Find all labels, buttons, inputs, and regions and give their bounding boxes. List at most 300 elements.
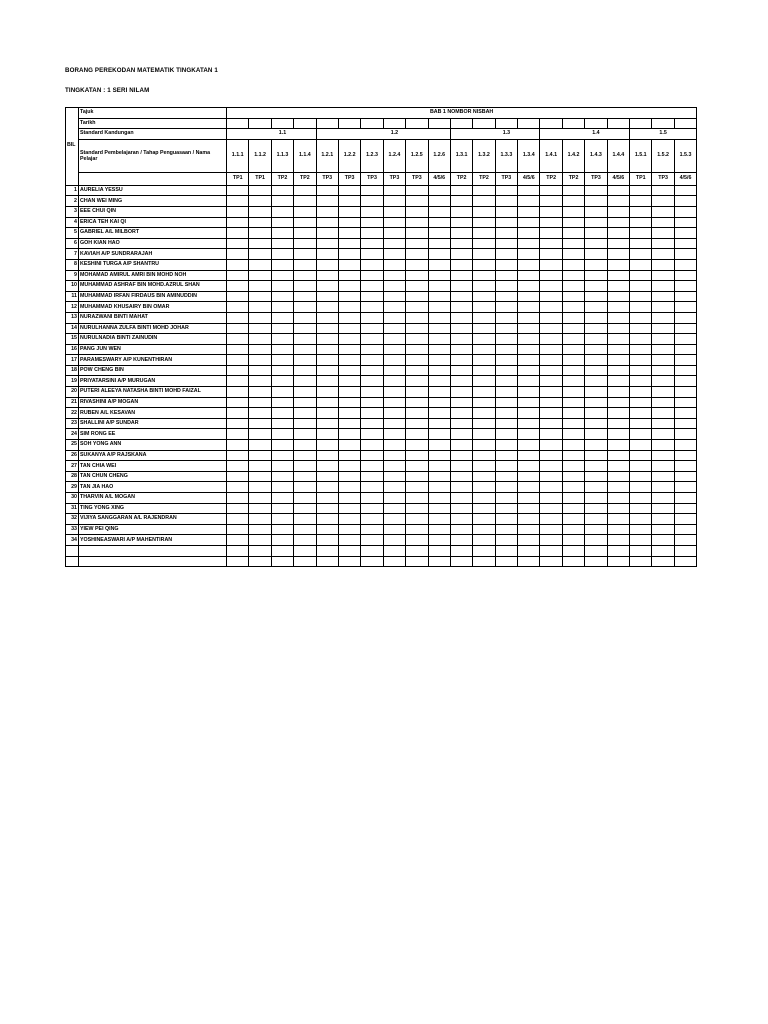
score-cell[interactable] — [338, 471, 360, 482]
score-cell[interactable] — [450, 281, 472, 292]
score-cell[interactable] — [383, 365, 405, 376]
score-cell[interactable] — [585, 228, 607, 239]
score-cell[interactable] — [518, 270, 540, 281]
score-cell[interactable] — [406, 429, 428, 440]
score-cell[interactable] — [652, 312, 674, 323]
score-cell[interactable] — [607, 228, 629, 239]
score-cell[interactable] — [540, 312, 562, 323]
score-cell[interactable] — [406, 259, 428, 270]
score-cell[interactable] — [630, 365, 652, 376]
score-cell[interactable] — [227, 493, 249, 504]
score-cell[interactable] — [495, 365, 517, 376]
score-cell[interactable] — [652, 482, 674, 493]
score-cell[interactable] — [249, 206, 271, 217]
score-cell[interactable] — [562, 249, 584, 260]
score-cell[interactable] — [338, 493, 360, 504]
score-cell[interactable] — [674, 217, 696, 228]
score-cell[interactable] — [338, 365, 360, 376]
score-cell[interactable] — [406, 365, 428, 376]
score-cell[interactable] — [249, 196, 271, 207]
score-cell[interactable] — [562, 418, 584, 429]
score-cell[interactable] — [495, 461, 517, 472]
score-cell[interactable] — [450, 196, 472, 207]
score-cell[interactable] — [473, 270, 495, 281]
score-cell[interactable] — [271, 535, 293, 546]
score-cell[interactable] — [428, 312, 450, 323]
score-cell[interactable] — [227, 270, 249, 281]
score-cell[interactable] — [630, 471, 652, 482]
score-cell[interactable] — [473, 376, 495, 387]
score-cell[interactable] — [562, 344, 584, 355]
score-cell[interactable] — [428, 259, 450, 270]
score-cell[interactable] — [607, 503, 629, 514]
score-cell[interactable] — [383, 238, 405, 249]
score-cell[interactable] — [518, 535, 540, 546]
blank-cell[interactable] — [249, 545, 271, 556]
score-cell[interactable] — [249, 461, 271, 472]
score-cell[interactable] — [495, 249, 517, 260]
blank-cell[interactable] — [562, 556, 584, 567]
score-cell[interactable] — [607, 376, 629, 387]
score-cell[interactable] — [294, 503, 316, 514]
score-cell[interactable] — [383, 482, 405, 493]
score-cell[interactable] — [540, 281, 562, 292]
score-cell[interactable] — [473, 450, 495, 461]
score-cell[interactable] — [518, 493, 540, 504]
score-cell[interactable] — [562, 259, 584, 270]
score-cell[interactable] — [652, 471, 674, 482]
score-cell[interactable] — [383, 196, 405, 207]
score-cell[interactable] — [361, 376, 383, 387]
score-cell[interactable] — [607, 238, 629, 249]
score-cell[interactable] — [630, 344, 652, 355]
score-cell[interactable] — [607, 185, 629, 196]
score-cell[interactable] — [361, 493, 383, 504]
score-cell[interactable] — [361, 450, 383, 461]
score-cell[interactable] — [585, 302, 607, 313]
score-cell[interactable] — [607, 365, 629, 376]
score-cell[interactable] — [562, 312, 584, 323]
score-cell[interactable] — [361, 228, 383, 239]
score-cell[interactable] — [294, 302, 316, 313]
score-cell[interactable] — [473, 471, 495, 482]
score-cell[interactable] — [383, 270, 405, 281]
score-cell[interactable] — [562, 291, 584, 302]
score-cell[interactable] — [562, 376, 584, 387]
score-cell[interactable] — [585, 408, 607, 419]
blank-cell[interactable] — [383, 545, 405, 556]
score-cell[interactable] — [450, 291, 472, 302]
score-cell[interactable] — [562, 493, 584, 504]
score-cell[interactable] — [518, 249, 540, 260]
score-cell[interactable] — [361, 196, 383, 207]
score-cell[interactable] — [585, 482, 607, 493]
score-cell[interactable] — [249, 535, 271, 546]
score-cell[interactable] — [585, 217, 607, 228]
score-cell[interactable] — [562, 196, 584, 207]
score-cell[interactable] — [227, 206, 249, 217]
score-cell[interactable] — [585, 206, 607, 217]
score-cell[interactable] — [585, 418, 607, 429]
score-cell[interactable] — [450, 387, 472, 398]
score-cell[interactable] — [249, 408, 271, 419]
score-cell[interactable] — [562, 217, 584, 228]
score-cell[interactable] — [383, 228, 405, 239]
score-cell[interactable] — [585, 429, 607, 440]
score-cell[interactable] — [428, 334, 450, 345]
score-cell[interactable] — [518, 259, 540, 270]
score-cell[interactable] — [495, 228, 517, 239]
score-cell[interactable] — [495, 238, 517, 249]
score-cell[interactable] — [674, 270, 696, 281]
score-cell[interactable] — [630, 217, 652, 228]
score-cell[interactable] — [540, 228, 562, 239]
blank-cell[interactable] — [361, 556, 383, 567]
score-cell[interactable] — [406, 206, 428, 217]
score-cell[interactable] — [495, 387, 517, 398]
score-cell[interactable] — [383, 323, 405, 334]
score-cell[interactable] — [540, 365, 562, 376]
score-cell[interactable] — [428, 429, 450, 440]
score-cell[interactable] — [450, 397, 472, 408]
score-cell[interactable] — [249, 429, 271, 440]
score-cell[interactable] — [674, 461, 696, 472]
score-cell[interactable] — [540, 418, 562, 429]
score-cell[interactable] — [518, 312, 540, 323]
score-cell[interactable] — [227, 535, 249, 546]
score-cell[interactable] — [674, 429, 696, 440]
score-cell[interactable] — [540, 440, 562, 451]
score-cell[interactable] — [361, 302, 383, 313]
score-cell[interactable] — [450, 334, 472, 345]
score-cell[interactable] — [406, 302, 428, 313]
score-cell[interactable] — [450, 259, 472, 270]
score-cell[interactable] — [294, 397, 316, 408]
score-cell[interactable] — [674, 471, 696, 482]
score-cell[interactable] — [674, 344, 696, 355]
score-cell[interactable] — [652, 355, 674, 366]
score-cell[interactable] — [674, 482, 696, 493]
score-cell[interactable] — [495, 270, 517, 281]
score-cell[interactable] — [338, 503, 360, 514]
score-cell[interactable] — [540, 535, 562, 546]
score-cell[interactable] — [249, 493, 271, 504]
blank-cell[interactable] — [271, 556, 293, 567]
score-cell[interactable] — [271, 312, 293, 323]
score-cell[interactable] — [562, 408, 584, 419]
score-cell[interactable] — [249, 228, 271, 239]
score-cell[interactable] — [495, 376, 517, 387]
score-cell[interactable] — [428, 206, 450, 217]
score-cell[interactable] — [361, 482, 383, 493]
score-cell[interactable] — [518, 503, 540, 514]
score-cell[interactable] — [518, 206, 540, 217]
score-cell[interactable] — [428, 493, 450, 504]
score-cell[interactable] — [316, 493, 338, 504]
score-cell[interactable] — [338, 482, 360, 493]
score-cell[interactable] — [518, 334, 540, 345]
score-cell[interactable] — [406, 450, 428, 461]
score-cell[interactable] — [495, 281, 517, 292]
score-cell[interactable] — [652, 270, 674, 281]
score-cell[interactable] — [585, 323, 607, 334]
score-cell[interactable] — [518, 238, 540, 249]
score-cell[interactable] — [249, 259, 271, 270]
score-cell[interactable] — [585, 461, 607, 472]
score-cell[interactable] — [227, 323, 249, 334]
score-cell[interactable] — [540, 249, 562, 260]
score-cell[interactable] — [227, 217, 249, 228]
score-cell[interactable] — [271, 387, 293, 398]
score-cell[interactable] — [383, 535, 405, 546]
score-cell[interactable] — [361, 334, 383, 345]
score-cell[interactable] — [607, 524, 629, 535]
score-cell[interactable] — [495, 535, 517, 546]
score-cell[interactable] — [518, 440, 540, 451]
score-cell[interactable] — [674, 259, 696, 270]
score-cell[interactable] — [294, 249, 316, 260]
score-cell[interactable] — [607, 206, 629, 217]
score-cell[interactable] — [316, 503, 338, 514]
score-cell[interactable] — [450, 461, 472, 472]
score-cell[interactable] — [316, 196, 338, 207]
score-cell[interactable] — [271, 228, 293, 239]
score-cell[interactable] — [473, 387, 495, 398]
score-cell[interactable] — [562, 514, 584, 525]
score-cell[interactable] — [495, 217, 517, 228]
score-cell[interactable] — [652, 387, 674, 398]
score-cell[interactable] — [271, 514, 293, 525]
score-cell[interactable] — [585, 291, 607, 302]
score-cell[interactable] — [294, 312, 316, 323]
score-cell[interactable] — [674, 185, 696, 196]
score-cell[interactable] — [406, 334, 428, 345]
score-cell[interactable] — [316, 365, 338, 376]
score-cell[interactable] — [674, 334, 696, 345]
score-cell[interactable] — [562, 355, 584, 366]
score-cell[interactable] — [316, 429, 338, 440]
blank-cell[interactable] — [79, 545, 227, 556]
score-cell[interactable] — [630, 461, 652, 472]
score-cell[interactable] — [607, 482, 629, 493]
score-cell[interactable] — [585, 365, 607, 376]
score-cell[interactable] — [316, 312, 338, 323]
score-cell[interactable] — [294, 334, 316, 345]
score-cell[interactable] — [361, 217, 383, 228]
score-cell[interactable] — [585, 524, 607, 535]
score-cell[interactable] — [271, 185, 293, 196]
blank-cell[interactable] — [249, 556, 271, 567]
blank-cell[interactable] — [406, 556, 428, 567]
score-cell[interactable] — [361, 471, 383, 482]
score-cell[interactable] — [674, 291, 696, 302]
score-cell[interactable] — [227, 302, 249, 313]
score-cell[interactable] — [652, 302, 674, 313]
score-cell[interactable] — [630, 493, 652, 504]
score-cell[interactable] — [249, 397, 271, 408]
score-cell[interactable] — [540, 355, 562, 366]
score-cell[interactable] — [316, 281, 338, 292]
score-cell[interactable] — [383, 249, 405, 260]
score-cell[interactable] — [338, 535, 360, 546]
score-cell[interactable] — [271, 429, 293, 440]
score-cell[interactable] — [652, 376, 674, 387]
score-cell[interactable] — [294, 450, 316, 461]
score-cell[interactable] — [361, 206, 383, 217]
blank-cell[interactable] — [271, 545, 293, 556]
score-cell[interactable] — [630, 535, 652, 546]
score-cell[interactable] — [361, 355, 383, 366]
score-cell[interactable] — [450, 323, 472, 334]
score-cell[interactable] — [674, 206, 696, 217]
score-cell[interactable] — [562, 524, 584, 535]
score-cell[interactable] — [428, 482, 450, 493]
score-cell[interactable] — [271, 365, 293, 376]
score-cell[interactable] — [495, 355, 517, 366]
score-cell[interactable] — [316, 535, 338, 546]
blank-cell[interactable] — [630, 556, 652, 567]
score-cell[interactable] — [518, 281, 540, 292]
blank-cell[interactable] — [338, 545, 360, 556]
score-cell[interactable] — [518, 196, 540, 207]
score-cell[interactable] — [518, 344, 540, 355]
score-cell[interactable] — [518, 429, 540, 440]
score-cell[interactable] — [450, 355, 472, 366]
score-cell[interactable] — [674, 440, 696, 451]
score-cell[interactable] — [607, 323, 629, 334]
score-cell[interactable] — [294, 355, 316, 366]
score-cell[interactable] — [316, 291, 338, 302]
score-cell[interactable] — [428, 355, 450, 366]
score-cell[interactable] — [585, 334, 607, 345]
score-cell[interactable] — [450, 429, 472, 440]
score-cell[interactable] — [383, 291, 405, 302]
score-cell[interactable] — [450, 440, 472, 451]
score-cell[interactable] — [473, 291, 495, 302]
score-cell[interactable] — [227, 281, 249, 292]
score-cell[interactable] — [450, 482, 472, 493]
blank-cell[interactable] — [294, 556, 316, 567]
score-cell[interactable] — [249, 450, 271, 461]
score-cell[interactable] — [271, 524, 293, 535]
score-cell[interactable] — [227, 365, 249, 376]
score-cell[interactable] — [540, 503, 562, 514]
score-cell[interactable] — [607, 514, 629, 525]
score-cell[interactable] — [630, 387, 652, 398]
score-cell[interactable] — [294, 217, 316, 228]
score-cell[interactable] — [227, 312, 249, 323]
score-cell[interactable] — [271, 302, 293, 313]
score-cell[interactable] — [518, 514, 540, 525]
score-cell[interactable] — [473, 503, 495, 514]
blank-cell[interactable] — [585, 545, 607, 556]
score-cell[interactable] — [585, 535, 607, 546]
score-cell[interactable] — [540, 429, 562, 440]
score-cell[interactable] — [652, 503, 674, 514]
score-cell[interactable] — [562, 440, 584, 451]
score-cell[interactable] — [473, 355, 495, 366]
score-cell[interactable] — [271, 206, 293, 217]
score-cell[interactable] — [630, 355, 652, 366]
score-cell[interactable] — [473, 397, 495, 408]
score-cell[interactable] — [674, 418, 696, 429]
score-cell[interactable] — [249, 514, 271, 525]
score-cell[interactable] — [674, 493, 696, 504]
score-cell[interactable] — [585, 397, 607, 408]
score-cell[interactable] — [495, 440, 517, 451]
score-cell[interactable] — [227, 387, 249, 398]
score-cell[interactable] — [450, 302, 472, 313]
score-cell[interactable] — [227, 196, 249, 207]
score-cell[interactable] — [495, 450, 517, 461]
score-cell[interactable] — [495, 418, 517, 429]
score-cell[interactable] — [338, 281, 360, 292]
score-cell[interactable] — [652, 493, 674, 504]
score-cell[interactable] — [562, 429, 584, 440]
score-cell[interactable] — [630, 238, 652, 249]
score-cell[interactable] — [338, 312, 360, 323]
score-cell[interactable] — [249, 270, 271, 281]
score-cell[interactable] — [294, 482, 316, 493]
score-cell[interactable] — [585, 281, 607, 292]
score-cell[interactable] — [316, 206, 338, 217]
score-cell[interactable] — [607, 397, 629, 408]
score-cell[interactable] — [473, 344, 495, 355]
score-cell[interactable] — [495, 408, 517, 419]
score-cell[interactable] — [361, 429, 383, 440]
score-cell[interactable] — [450, 206, 472, 217]
score-cell[interactable] — [674, 228, 696, 239]
score-cell[interactable] — [495, 493, 517, 504]
score-cell[interactable] — [406, 217, 428, 228]
score-cell[interactable] — [495, 482, 517, 493]
blank-cell[interactable] — [227, 545, 249, 556]
score-cell[interactable] — [518, 355, 540, 366]
score-cell[interactable] — [227, 408, 249, 419]
score-cell[interactable] — [249, 440, 271, 451]
score-cell[interactable] — [540, 259, 562, 270]
score-cell[interactable] — [294, 238, 316, 249]
score-cell[interactable] — [361, 387, 383, 398]
score-cell[interactable] — [450, 270, 472, 281]
score-cell[interactable] — [428, 524, 450, 535]
score-cell[interactable] — [450, 185, 472, 196]
score-cell[interactable] — [361, 461, 383, 472]
score-cell[interactable] — [473, 249, 495, 260]
score-cell[interactable] — [585, 514, 607, 525]
score-cell[interactable] — [227, 334, 249, 345]
score-cell[interactable] — [271, 482, 293, 493]
score-cell[interactable] — [518, 524, 540, 535]
score-cell[interactable] — [607, 270, 629, 281]
score-cell[interactable] — [338, 206, 360, 217]
score-cell[interactable] — [316, 217, 338, 228]
score-cell[interactable] — [450, 376, 472, 387]
score-cell[interactable] — [585, 196, 607, 207]
score-cell[interactable] — [294, 281, 316, 292]
score-cell[interactable] — [540, 344, 562, 355]
score-cell[interactable] — [518, 450, 540, 461]
score-cell[interactable] — [450, 249, 472, 260]
score-cell[interactable] — [316, 185, 338, 196]
score-cell[interactable] — [361, 397, 383, 408]
blank-cell[interactable] — [473, 545, 495, 556]
score-cell[interactable] — [361, 418, 383, 429]
score-cell[interactable] — [227, 471, 249, 482]
score-cell[interactable] — [338, 259, 360, 270]
score-cell[interactable] — [383, 376, 405, 387]
score-cell[interactable] — [271, 471, 293, 482]
